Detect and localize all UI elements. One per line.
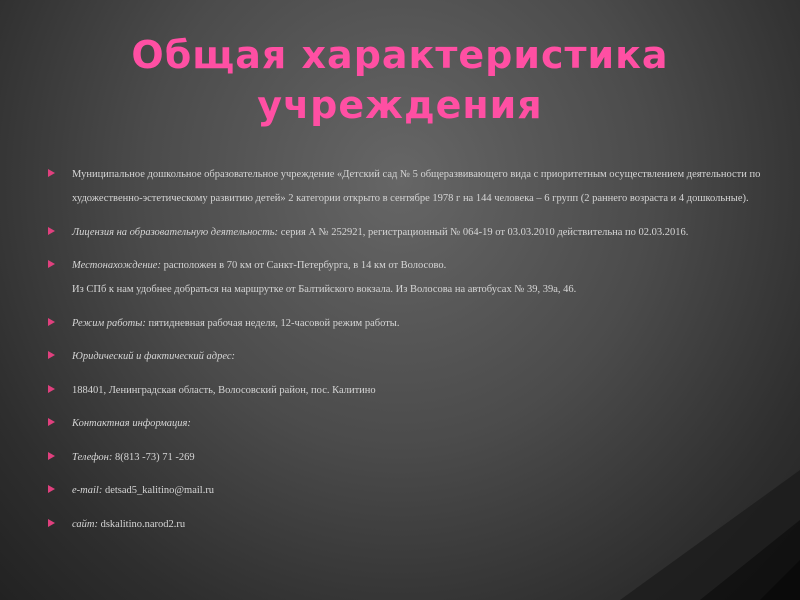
bullet-triangle-icon bbox=[48, 385, 55, 393]
bullet-address bbox=[62, 379, 762, 403]
bullet-triangle-icon bbox=[48, 169, 55, 177]
location-value: расположен в 70 км от Санкт-Петербурга, в 14 км от Волосово. bbox=[160, 260, 447, 271]
bullet-schedule bbox=[62, 312, 762, 336]
schedule-value: пятидневная рабочая неделя, 12-часовой режим работы. bbox=[145, 317, 400, 329]
bullet-website bbox=[62, 513, 762, 537]
bullet-triangle-icon bbox=[48, 318, 55, 326]
phone-value: 8(813 -73) 71 -269 bbox=[112, 451, 195, 463]
title-line-1: Общая характеристика bbox=[131, 33, 669, 77]
bullet-email bbox=[62, 479, 762, 503]
bullet-license bbox=[62, 221, 762, 245]
bullet-triangle-icon bbox=[48, 452, 55, 460]
bullet-list bbox=[62, 163, 762, 546]
schedule-label: Режим работы: bbox=[72, 317, 146, 329]
website-label: сайт: bbox=[72, 518, 98, 530]
phone-label: Телефон: bbox=[72, 451, 113, 463]
slide-title bbox=[0, 30, 800, 130]
email-label: e-mail: bbox=[72, 485, 103, 496]
bullet-description bbox=[62, 163, 762, 211]
bullet-location bbox=[62, 254, 762, 302]
location-label: Местонахождение: bbox=[72, 260, 161, 271]
license-label: Лицензия на образовательную деятельность: bbox=[72, 226, 279, 238]
bullet-triangle-icon bbox=[48, 227, 55, 235]
bullet-contacts-heading bbox=[62, 412, 762, 436]
location-directions: Из СПб к нам удобнее добраться на маршрутке от Балтийского вокзала. Из Волосова на автобусах № 39, 39а, 46. bbox=[72, 284, 577, 295]
bullet-address-heading bbox=[62, 345, 762, 369]
bullet-triangle-icon bbox=[48, 519, 55, 527]
title-line-2: учреждения bbox=[257, 83, 543, 127]
bullet-phone bbox=[62, 446, 762, 470]
bullet-triangle-icon bbox=[48, 418, 55, 426]
license-value: серия А № 252921, регистрационный № 064-19 от 03.03.2010 действительна по 02.03.2016. bbox=[278, 226, 689, 238]
bullet-triangle-icon bbox=[48, 351, 55, 359]
contacts-label: Контактная информация: bbox=[72, 418, 191, 429]
bullet-triangle-icon bbox=[48, 260, 55, 268]
description-text: Муниципальное дошкольное образовательное учреждение «Детский сад № 5 общеразвивающего вида с приоритетным осуществлением деятельности по художественно-эстетическому развитию детей» 2 категории открыто в сентябре 1978 г на 144 человека – 6 групп (2 раннего возраста и 4 дошкольные). bbox=[72, 169, 761, 204]
bullet-triangle-icon bbox=[48, 485, 55, 493]
website-value: dskalitino.narod2.ru bbox=[97, 518, 186, 530]
address-label: Юридический и фактический адрес: bbox=[72, 351, 236, 362]
address-value: 188401, Ленинградская область, Волосовский район, пос. Калитино bbox=[72, 384, 376, 396]
email-value: detsad5_kalitino@mail.ru bbox=[102, 485, 215, 496]
